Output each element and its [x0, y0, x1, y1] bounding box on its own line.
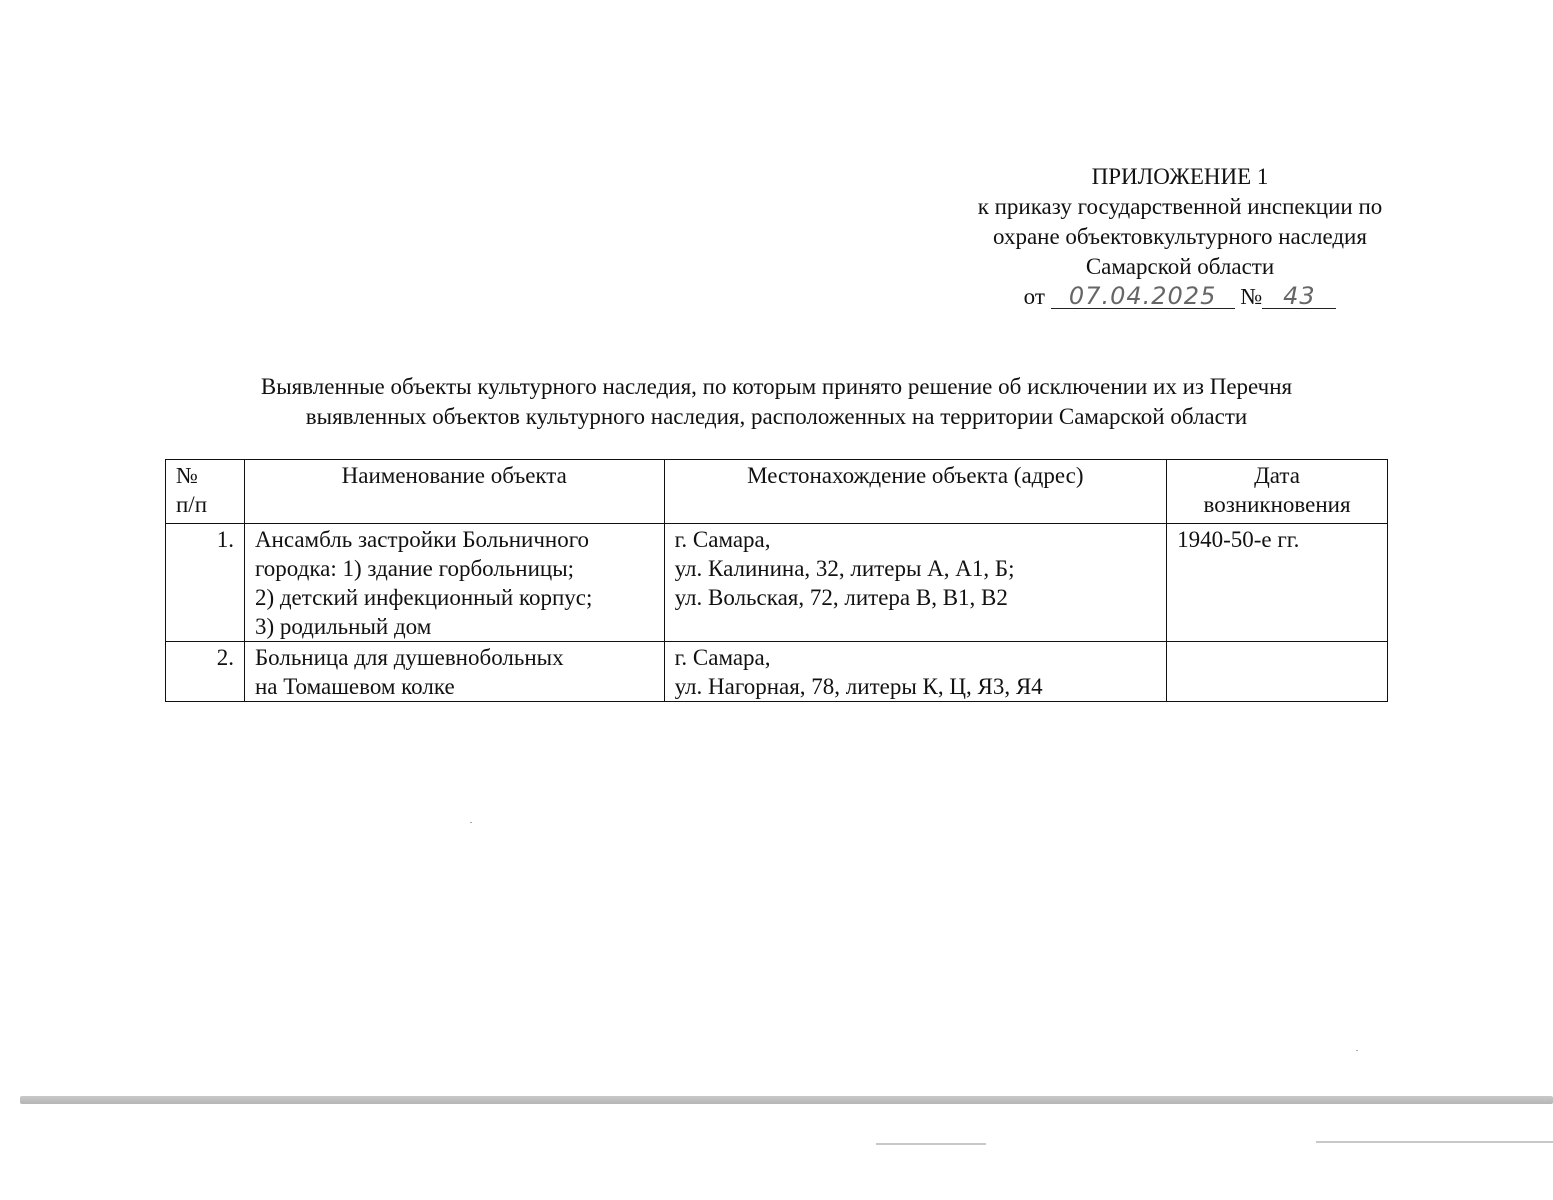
scan-speck: [1356, 1050, 1358, 1051]
order-date-line: [930, 282, 1430, 312]
appendix-header: [930, 162, 1430, 312]
heritage-objects-table: [165, 459, 1388, 702]
scan-edge-bar: [20, 1096, 1553, 1104]
origin-date-cell: [1167, 642, 1388, 702]
document-title-line-2: выявленных объектов культурного наследия, расположенных на территории Самарской области: [305, 404, 1248, 429]
order-number-handwritten: 43: [1262, 284, 1336, 309]
row-number: 1.: [166, 524, 245, 642]
date-prefix: от: [1023, 284, 1045, 309]
appendix-line-3: Самарской области: [1085, 254, 1275, 279]
document-title-line-1: Выявленные объекты культурного наследия, по которым принято решение об исключении их из Перечня: [260, 374, 1293, 399]
order-date-handwritten: 07.04.2025: [1051, 284, 1235, 309]
header-origin-date: Дата возникновения: [1167, 460, 1388, 524]
header-object-address: Местонахождение объекта (адрес): [664, 460, 1167, 524]
scan-artifact-line: [1316, 1141, 1553, 1143]
scan-speck: [470, 822, 472, 823]
document-title: [0, 372, 1553, 432]
row-number: 2.: [166, 642, 245, 702]
appendix-heading: ПРИЛОЖЕНИЕ 1: [1091, 164, 1269, 189]
object-address-cell: г. Самара, ул. Нагорная, 78, литеры К, Ц, Я3, Я4: [664, 642, 1167, 702]
origin-date-cell: 1940-50-е гг.: [1167, 524, 1388, 642]
table-row: [166, 524, 1388, 642]
object-name-cell: Ансамбль застройки Больничного городка: 1) здание горбольницы; 2) детский инфекционный корпус; 3) родильный дом: [244, 524, 664, 642]
object-name-cell: Больница для душевнобольных на Томашевом колке: [244, 642, 664, 702]
object-address-cell: г. Самара, ул. Калинина, 32, литеры А, А1, Б; ул. Вольская, 72, литера В, В1, В2: [664, 524, 1167, 642]
header-number: № п/п: [166, 460, 245, 524]
table-header-row: [166, 460, 1388, 524]
number-label: №: [1240, 284, 1263, 309]
appendix-line-2: охране объектовкультурного наследия: [993, 224, 1367, 249]
scan-artifact-line: [876, 1143, 986, 1145]
appendix-line-1: к приказу государственной инспекции по: [977, 194, 1383, 219]
table-row: [166, 642, 1388, 702]
header-object-name: Наименование объекта: [244, 460, 664, 524]
